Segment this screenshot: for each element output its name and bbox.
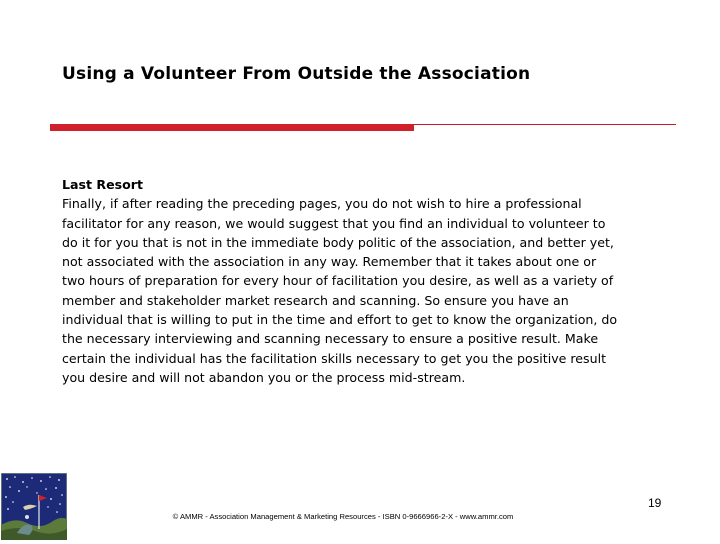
starry-night-flag-logo-icon <box>1 473 67 540</box>
footer-copyright: © AMMR - Association Management & Marketing Resources - ISBN 0-9666966-2-X - www.ammr.com <box>172 512 514 521</box>
section-heading: Last Resort <box>62 177 144 192</box>
slide-body <box>62 175 692 387</box>
slide-title: Using a Volunteer From Outside the Association <box>62 64 531 84</box>
title-divider-accent-bar <box>50 124 414 131</box>
logo <box>1 473 67 540</box>
body-paragraph: Finally, if after reading the preceding pages, you do not wish to hire a professional facilitator for any reason, we would suggest that you find an individual to volunteer to do it for you that is not in the immediate body politic of the association, and better yet, not associated with the association in any way. Remember that it takes about one or two hours of preparation for every hour of facilitation you desire, as well as a variety of member and stakeholder market research and scanning. So ensure you have an individual that is willing to put in the time and effort to get to know the organization, do the necessary interviewing and scanning necessary to ensure a positive result. Make certain the individual has the facilitation skills necessary to get you the positive result you desire and will not abandon you or the process mid-stream. <box>62 196 618 385</box>
page-number: 19 <box>648 496 662 510</box>
